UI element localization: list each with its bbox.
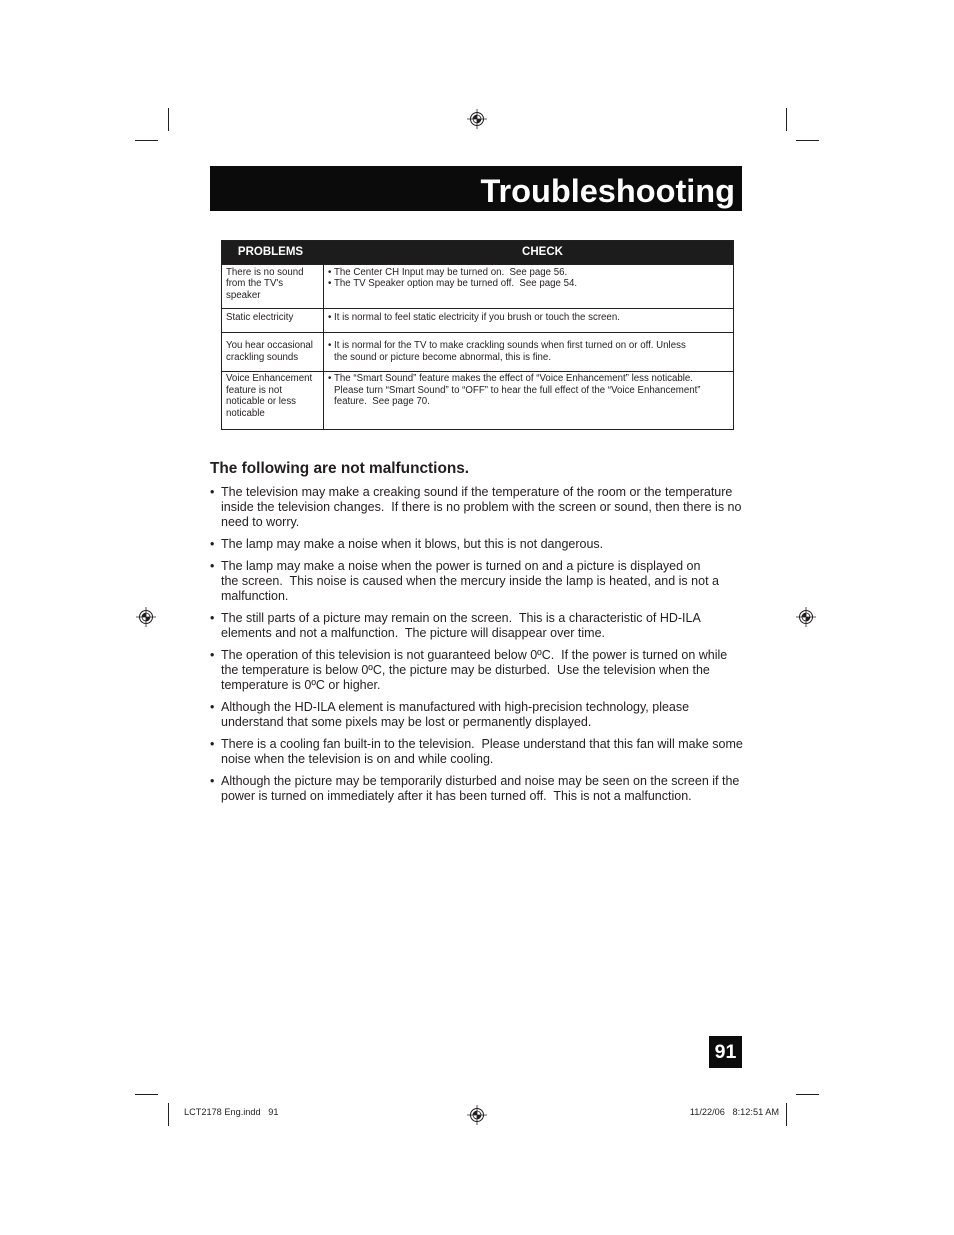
check-text: It is normal to feel static electricity if you brush or touch the screen.: [334, 312, 620, 323]
crop-mark-bottom-left-vertical: [168, 1103, 169, 1126]
notes-list: [210, 485, 743, 811]
list-item-text: Although the HD-ILA element is manufactured with high-precision technology, please understand that some pixels may be lost or permanently displayed.: [221, 700, 690, 729]
check-cell: [324, 265, 733, 308]
table-row: [222, 308, 733, 332]
page-number: 91: [709, 1036, 742, 1068]
check-text: The Center CH Input may be turned on. See page 56.: [334, 266, 568, 278]
bullet: •: [328, 340, 332, 351]
list-item: [210, 648, 743, 693]
footer-file-name: LCT2178 Eng.indd 91: [184, 1107, 279, 1117]
bullet: •: [210, 648, 215, 662]
check-item: [328, 312, 733, 324]
table-row: [222, 332, 733, 371]
bullet: •: [210, 559, 215, 573]
footer-timestamp: 11/22/06 8:12:51 AM: [689, 1107, 779, 1117]
list-item: [210, 774, 743, 804]
crop-mark-top-left-horizontal: [135, 140, 158, 141]
check-item: [328, 267, 733, 279]
troubleshooting-table: [221, 240, 734, 430]
list-item: [210, 537, 743, 552]
table-header-row: [222, 241, 733, 264]
bullet: •: [328, 266, 332, 278]
crop-mark-top-right-horizontal: [796, 140, 819, 141]
list-item-text: The television may make a creaking sound if the temperature of the room or the temperature inside the television changes. If there is no problem with the screen or sound, then there is no need to worry.: [221, 485, 742, 529]
bullet: •: [210, 485, 215, 499]
crop-mark-top-left-vertical: [168, 108, 169, 131]
check-item: [328, 373, 733, 408]
bullet: •: [210, 611, 215, 625]
list-item-text: There is a cooling fan built-in to the television. Please understand that this fan will make some noise when the television is on and while cooling.: [221, 737, 743, 766]
crop-mark-bottom-right-horizontal: [796, 1094, 819, 1095]
problem-cell: Voice Enhancement feature is not noticable or less noticable: [222, 372, 324, 429]
problem-cell: There is no sound from the TV's speaker: [222, 265, 324, 308]
check-cell: [324, 309, 733, 332]
list-item-text: The still parts of a picture may remain on the screen. This is a characteristic of HD-ILA elements and not a malfunction. The picture will disappear over time.: [221, 611, 701, 640]
list-item-text: The lamp may make a noise when it blows, but this is not dangerous.: [221, 537, 604, 551]
bullet: •: [210, 537, 215, 551]
list-item: [210, 700, 743, 730]
crop-mark-top-right-vertical: [786, 108, 787, 131]
registration-mark-left-icon: [135, 606, 157, 628]
list-item: [210, 611, 743, 641]
crop-mark-bottom-right-vertical: [786, 1103, 787, 1126]
list-item-text: The lamp may make a noise when the power is turned on and a picture is displayed on the screen. This noise is caused when the mercury inside the lamp is heated, and is not a malfunction.: [221, 559, 719, 603]
list-item-text: Although the picture may be temporarily disturbed and noise may be seen on the screen if the power is turned on immediately after it has been turned off. This is not a malfunction.: [221, 774, 740, 803]
list-item-text: The operation of this television is not guaranteed below 0ºC. If the power is turned on while the temperature is below 0ºC, the picture may be disturbed. Use the television when the temperature is 0ºC or higher.: [221, 648, 728, 692]
check-text: It is normal for the TV to make crackling sounds when first turned on or off. Unless the sound or picture become abnormal, this is fine.: [334, 340, 686, 363]
check-cell: [324, 372, 733, 429]
bullet: •: [328, 278, 332, 290]
check-item: [328, 278, 733, 290]
header-check: CHECK: [522, 246, 563, 258]
registration-mark-bottom-icon: [466, 1104, 488, 1126]
crop-mark-bottom-left-horizontal: [135, 1094, 158, 1095]
list-item: [210, 559, 743, 604]
registration-mark-right-icon: [795, 606, 817, 628]
check-text: The “Smart Sound” feature makes the effect of “Voice Enhancement” less noticable. Please turn “Smart Sound” to “OFF” to hear the full effect of the “Voice Enhancement” feature. See page 70.: [334, 373, 701, 408]
list-item: [210, 485, 743, 530]
table-row: [222, 264, 733, 308]
title-bar: [210, 166, 742, 211]
problem-cell: You hear occasional crackling sounds: [222, 333, 324, 371]
problem-cell: Static electricity: [222, 309, 324, 332]
bullet: •: [210, 774, 215, 788]
bullet: •: [210, 737, 215, 751]
registration-mark-top-icon: [466, 108, 488, 130]
page-title: Troubleshooting: [480, 173, 735, 209]
bullet: •: [328, 373, 332, 384]
check-cell: [324, 333, 733, 371]
header-problems: PROBLEMS: [237, 246, 304, 258]
bullet: •: [328, 312, 332, 323]
list-item: [210, 737, 743, 767]
check-text: The TV Speaker option may be turned off. See page 54.: [334, 278, 578, 290]
section-heading: The following are not malfunctions.: [210, 460, 470, 477]
check-item: [328, 340, 733, 363]
bullet: •: [210, 700, 215, 714]
table-row: [222, 371, 733, 429]
